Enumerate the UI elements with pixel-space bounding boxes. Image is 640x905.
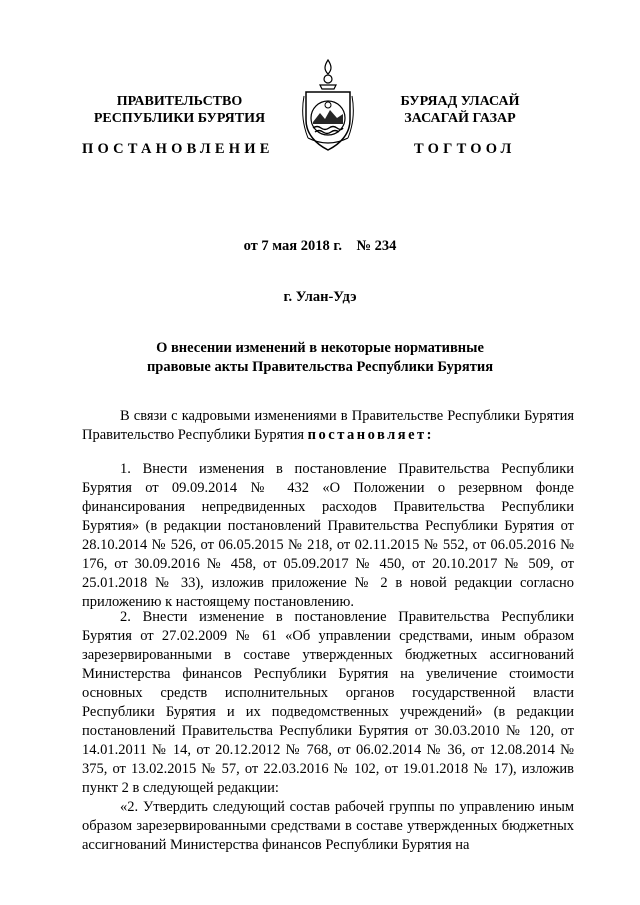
item-1-paragraph [82, 460, 574, 612]
item-1-text: 1. Внести изменения в постановление Правительства Республики Бурятия от 09.09.2014 № 432 «О Положении о резервном фонде финансирования непредвиденных расходов Правительства Республики Бурятия» (в редакции постановлений Правительства Республики Бурятия от 28.10.2014 № 526, от 06.05.2015 № 218, от 02.11.2015 № 552, от 06.05.2016 № 176, от 30.09.2016 № 458, от 05.09.2017 № 450, от 20.10.2017 № 509, от 25.01.2018 № 33), изложив приложение № 2 в новой редакции согласно приложению к настоящему постановлению. [82, 461, 574, 610]
intro-emphasis: постановляет: [307, 427, 435, 443]
date-number-line: от 7 мая 2018 г. № 234 [243, 238, 397, 254]
item-2-text: 2. Внести изменение в постановление Правительства Республики Бурятия от 27.02.2009 № 61 «Об управлении средствами, иным образом зарезервированными в составе утвержденных бюджетных ассигнований Министерства финансов Республики Бурятия на увеличение стоимости основных средств исполнительных органов государственной власти Республики Бурятия и их подведомственных учреждений» (в редакции постановлений Правительства Республики Бурятия от 30.03.2010 № 120, от 14.01.2011 № 14, от 20.12.2012 № 768, от 06.02.2014 № 36, от 12.08.2014 № 375, от 13.02.2015 № 57, от 22.03.2016 № 102, от 19.01.2018 № 17), изложив пункт 2 в следующей редакции: [82, 609, 574, 796]
item-2-quote: «2. Утвердить следующий состав рабочей группы по управлению иным образом зарезервированными средствами в составе утвержденных бюджетных ассигнований Министерства финансов Республики Бурятия на [82, 799, 574, 853]
header-bua-org [375, 93, 545, 127]
subject-line1: О внесении изменений в некоторые нормативные [156, 340, 484, 356]
intro-text: В связи с кадровыми изменениями в Правительстве Республики Бурятия Правительство Республики Бурятия [82, 408, 574, 443]
coat-of-arms-icon [298, 58, 358, 154]
header-ru-line1: ПРАВИТЕЛЬСТВО [116, 94, 243, 109]
document-subject [100, 339, 540, 377]
doc-type-ru: ПОСТАНОВЛЕНИЕ [82, 141, 274, 157]
city-line: г. Улан-Удэ [283, 289, 357, 305]
doc-type-bua: ТОГТООЛ [414, 141, 516, 157]
header-bua-line2: ЗАСАГАЙ ГАЗАР [404, 111, 516, 126]
intro-paragraph [82, 407, 574, 445]
header-ru-org [92, 93, 267, 127]
header-ru-line2: РЕСПУБЛИКИ БУРЯТИЯ [93, 111, 266, 126]
item-2-paragraph [82, 608, 574, 855]
subject-line2: правовые акты Правительства Республики Бурятия [146, 359, 494, 375]
header-bua-line1: БУРЯАД УЛАСАЙ [400, 94, 520, 109]
